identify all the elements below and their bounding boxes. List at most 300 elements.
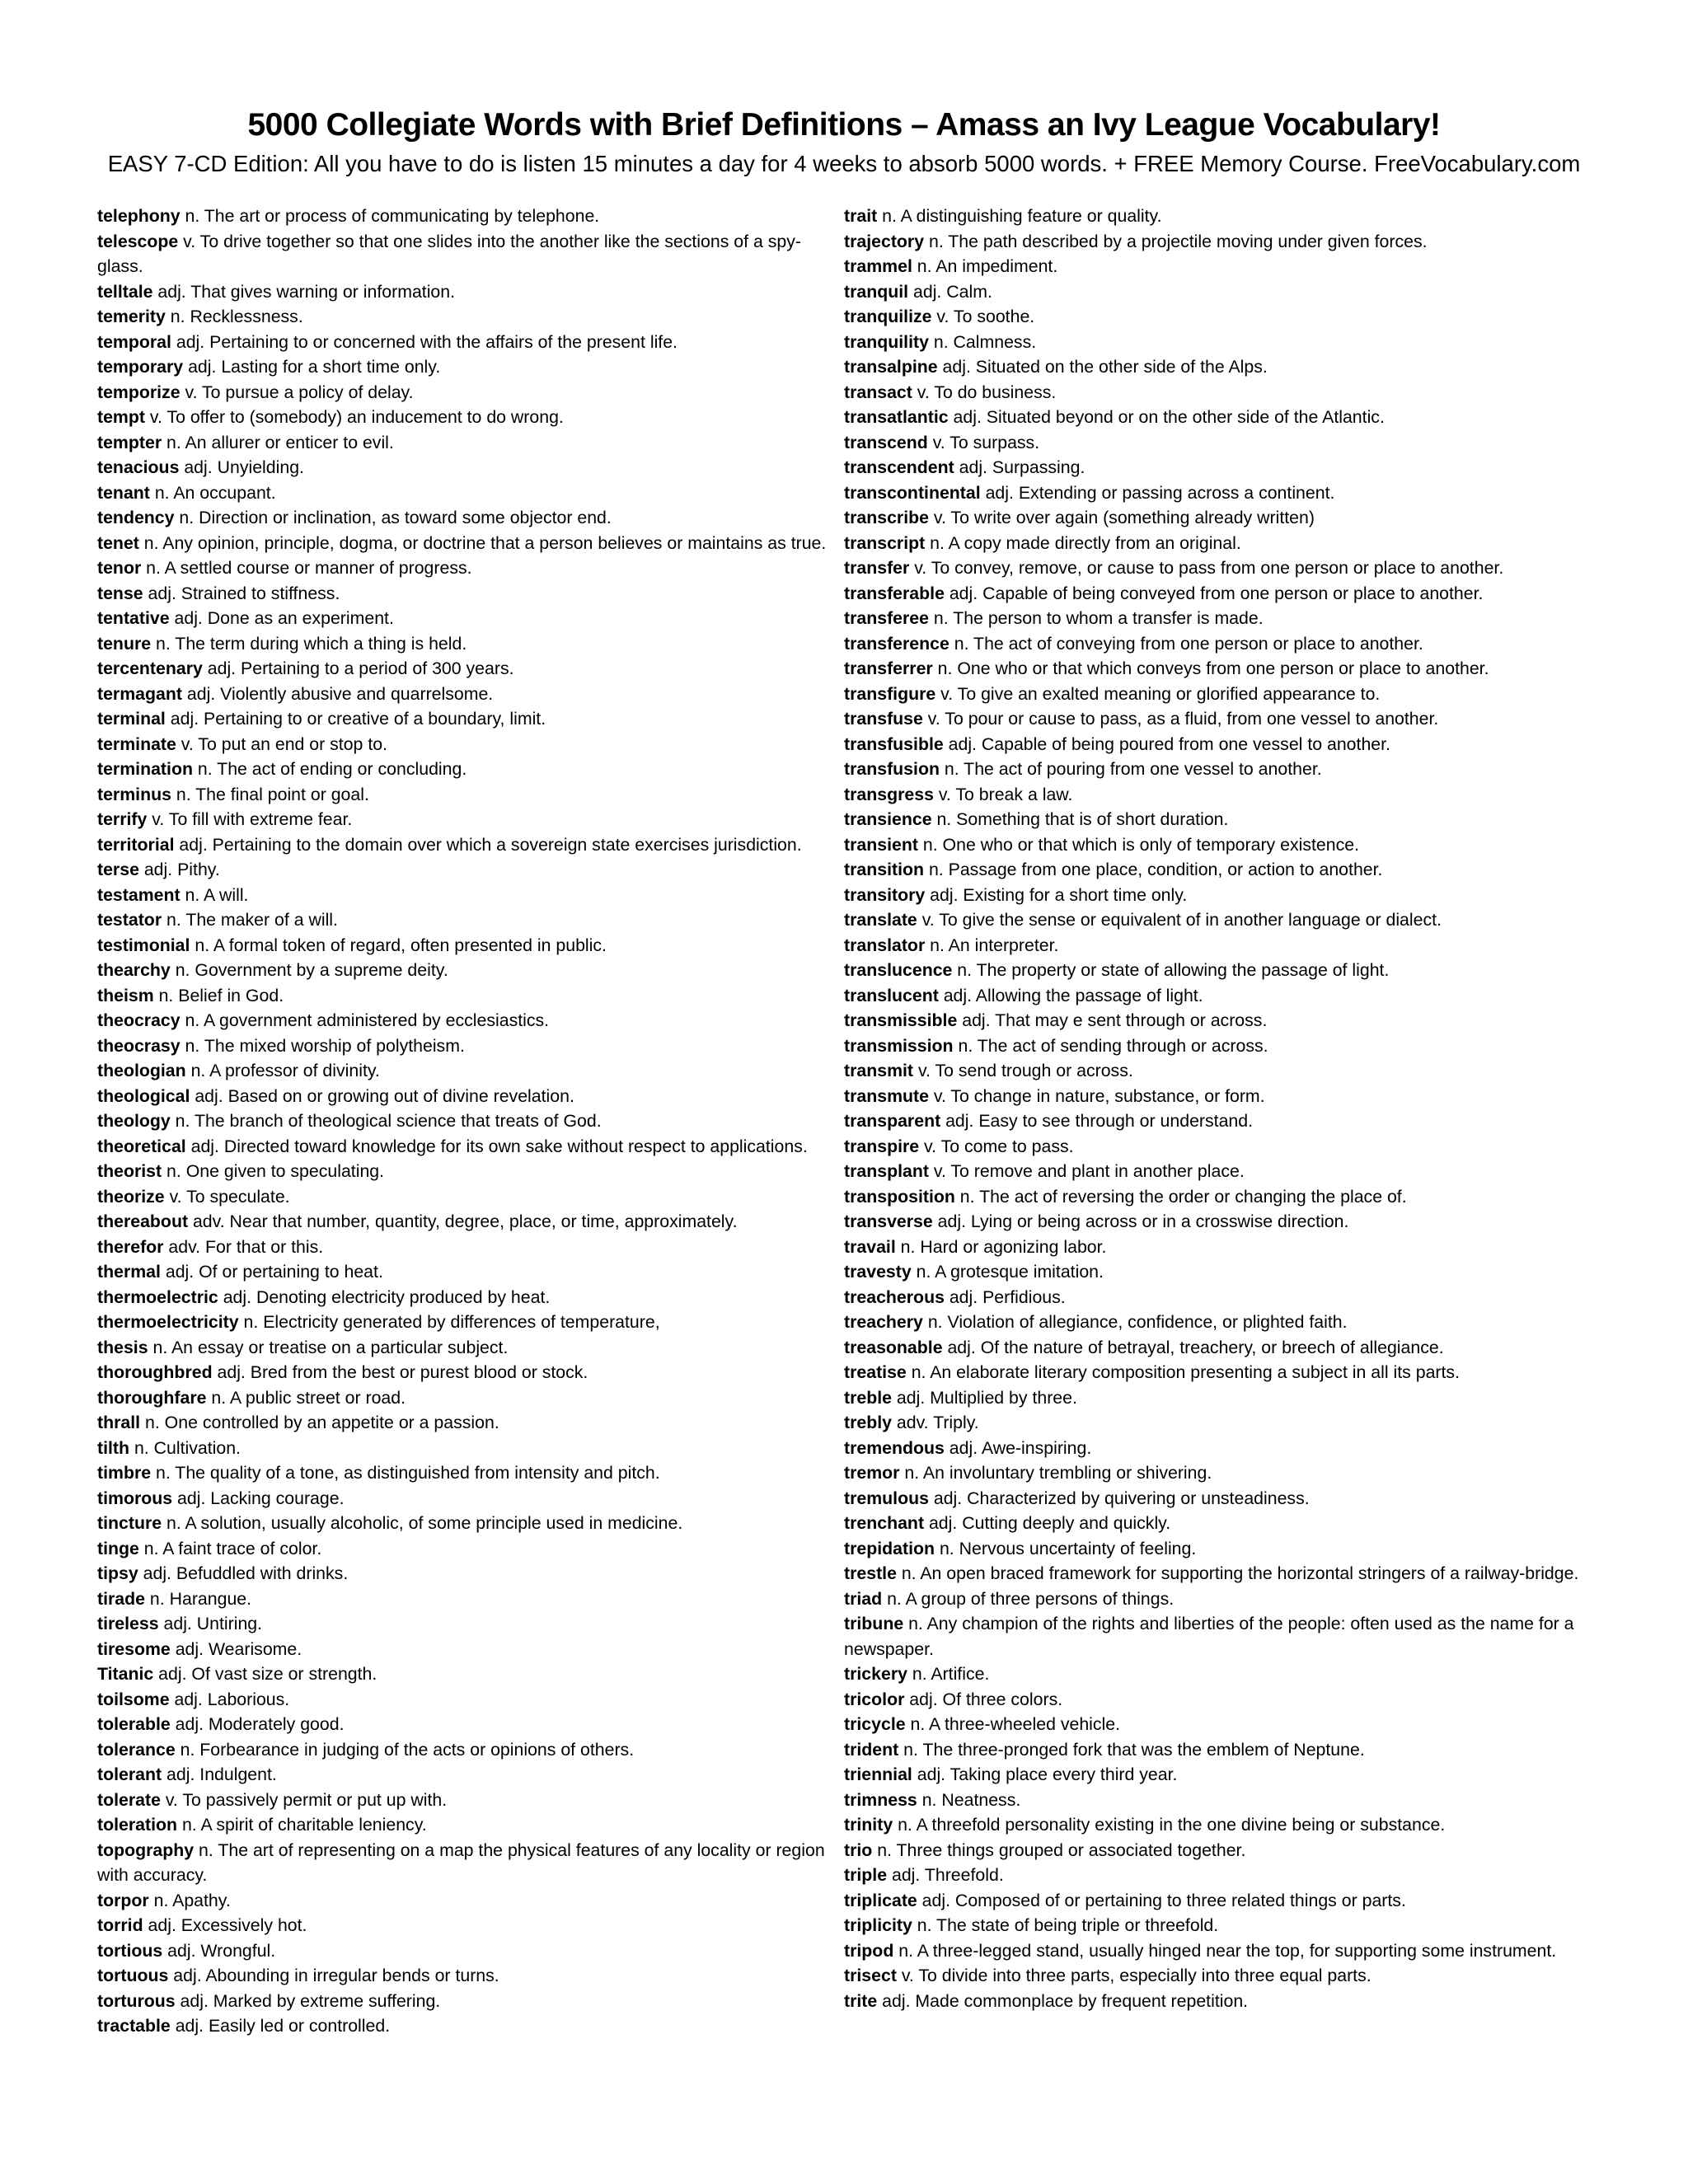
entry-definition: n. A public street or road. [206,1387,406,1408]
dictionary-entry [97,1486,832,1511]
entry-word: tricolor [844,1689,905,1709]
entry-word: tremor [844,1463,900,1483]
dictionary-entry [97,1788,832,1813]
entry-definition: n. Neatness. [917,1789,1021,1810]
entry-word: transitory [844,884,926,905]
entry-definition: n. Direction or inclination, as toward some objector end. [174,508,612,527]
entry-word: topography [97,1840,195,1860]
entry-definition: v. To divide into three parts, especially into three equal parts. [896,1966,1372,1985]
entry-definition: adj. Befuddled with drinks. [138,1563,349,1583]
entry-definition: adj. Excessively hot. [143,1915,307,1935]
dictionary-entry [844,555,1579,581]
entry-word: treachery [844,1312,923,1332]
entry-definition: adj. Made commonplace by frequent repetition. [877,1990,1249,2011]
entry-word: tortuous [97,1966,169,1985]
entry-definition: n. The branch of theological science that treats of God. [170,1111,602,1131]
dictionary-entry [97,1310,832,1335]
entry-word: tolerate [97,1789,161,1810]
entry-definition: n. A distinguishing feature or quality. [877,206,1162,226]
entry-definition: adj. Indulgent. [162,1765,277,1784]
entry-word: triad [844,1588,883,1609]
entry-word: thereabout [97,1212,189,1231]
dictionary-entry [97,229,832,279]
entry-word: translucent [844,985,939,1005]
entry-word: transference [844,633,950,654]
entry-word: transposition [844,1186,955,1207]
entry-definition: n. The art or process of communicating by telephone. [180,206,600,226]
entry-definition: adj. Directed toward knowledge for its own sake without respect to applications. [185,1136,808,1156]
dictionary-entry [844,354,1579,380]
entry-definition: n. A copy made directly from an original. [925,532,1241,553]
dictionary-entry [97,1661,832,1687]
entry-definition: v. To speculate. [164,1186,290,1207]
entry-definition: n. The term during which a thing is held. [151,633,467,654]
dictionary-entry [844,1084,1579,1109]
dictionary-entry [97,1460,832,1486]
entry-word: terminus [97,784,171,804]
page-subtitle: EASY 7-CD Edition: All you have to do is listen 15 minutes a day for 4 weeks to absorb 5000 words. + FREE Memory Course. FreeVocabulary.com [107,151,1581,176]
entry-definition: v. To passively permit or put up with. [160,1789,448,1810]
entry-word: trebly [844,1413,892,1432]
entry-word: tractable [97,2016,171,2036]
entry-word: travesty [844,1262,912,1282]
entry-word: termagant [97,683,182,704]
entry-word: tolerance [97,1739,176,1760]
entry-definition: n. One given to speculating. [162,1161,385,1181]
dictionary-entry [97,1963,832,1989]
dictionary-entry [844,606,1579,631]
entry-definition: v. To give the sense or equivalent of in another language or dialect. [917,910,1442,930]
entry-definition: v. To give an exalted meaning or glorified appearance to. [935,683,1381,704]
entry-word: tranquil [844,281,909,302]
entry-word: treasonable [844,1337,943,1357]
entry-word: transferable [844,583,945,603]
entry-word: theology [97,1111,171,1131]
entry-word: transfigure [844,683,936,704]
dictionary-entry [844,782,1579,808]
entry-word: transmit [844,1061,914,1080]
dictionary-entry [844,907,1579,933]
entry-word: testimonial [97,935,190,955]
entry-word: testament [97,884,181,905]
entry-word: tricycle [844,1714,906,1734]
entry-definition: n. A formal token of regard, often presented in public. [190,935,607,955]
entry-definition: adj. Wrongful. [162,1940,276,1961]
entry-definition: adj. Capable of being conveyed from one person or place to another. [944,583,1484,603]
entry-definition: n. A group of three persons of things. [882,1588,1175,1609]
entry-definition: v. To offer to (somebody) an inducement to do wrong. [144,407,564,427]
entry-definition: adj. Multiplied by three. [892,1387,1077,1408]
entry-definition: adj. That may e sent through or across. [957,1010,1268,1030]
entry-word: thearchy [97,960,171,980]
dictionary-entry [844,1460,1579,1486]
entry-word: trimness [844,1789,917,1810]
dictionary-entry [844,1285,1579,1310]
dictionary-entry [97,204,832,229]
left-column [97,204,832,2039]
right-column [844,204,1579,2013]
dictionary-entry [97,304,832,330]
entry-definition: v. To send trough or across. [913,1061,1133,1080]
dictionary-entry [844,581,1579,607]
dictionary-entry [97,1259,832,1285]
dictionary-entry [97,1712,832,1737]
entry-definition: adj. Pertaining to or concerned with the affairs of the present life. [171,331,678,352]
entry-definition: n. A grotesque imitation. [911,1262,1104,1282]
entry-definition: v. To surpass. [927,432,1040,452]
entry-definition: adj. Abounding in irregular bends or turns. [168,1966,499,1985]
dictionary-entry [844,304,1579,330]
dictionary-entry [97,1536,832,1562]
entry-definition: n. An open braced framework for supporting the horizontal stringers of a railway-bridge. [896,1563,1579,1583]
page-title: 5000 Collegiate Words with Brief Definitions – Amass an Ivy League Vocabulary! [247,107,1441,143]
dictionary-entry [97,857,832,883]
dictionary-entry [97,279,832,305]
dictionary-entry [97,1360,832,1385]
dictionary-entry [844,505,1579,531]
dictionary-entry [844,1436,1579,1461]
dictionary-entry [97,832,832,858]
dictionary-entry [844,1058,1579,1084]
dictionary-entry [844,279,1579,305]
dictionary-entry [844,1611,1579,1661]
entry-word: transverse [844,1212,933,1231]
dictionary-entry [97,807,832,832]
entry-definition: n. A solution, usually alcoholic, of some principle used in medicine. [162,1513,683,1533]
entry-definition: v. To do business. [912,382,1057,402]
dictionary-entry [97,1285,832,1310]
entry-definition: n. The state of being triple or threefold. [912,1915,1219,1935]
entry-word: tranquility [844,331,929,352]
entry-definition: adj. Of or pertaining to heat. [160,1262,383,1282]
entry-definition: n. One who or that which is only of temporary existence. [917,834,1359,855]
entry-word: trisect [844,1966,897,1985]
entry-word: triple [844,1865,888,1885]
entry-word: theism [97,985,154,1005]
entry-definition: adj. Marked by extreme suffering. [175,1990,441,2011]
entry-definition: adj. Situated beyond or on the other side of the Atlantic. [948,407,1385,427]
dictionary-entry [97,682,832,707]
entry-definition: n. An interpreter. [925,935,1059,955]
entry-definition: v. To break a law. [933,784,1073,804]
entry-definition: n. A settled course or manner of progress. [141,558,472,578]
entry-definition: n. The three-pronged fork that was the emblem of Neptune. [898,1739,1365,1760]
entry-definition: n. An occupant. [149,482,276,503]
entry-word: thoroughfare [97,1387,207,1408]
dictionary-entry [844,1335,1579,1361]
entry-definition: n. A threefold personality existing in the one divine being or substance. [893,1815,1446,1835]
entry-definition: n. The act of sending through or across. [953,1035,1268,1056]
entry-word: triplicate [844,1890,917,1910]
entry-word: trammel [844,256,912,276]
dictionary-entry [97,1033,832,1059]
entry-definition: n. The act of reversing the order or changing the place of. [954,1186,1407,1207]
entry-word: torrid [97,1915,143,1935]
dictionary-entry [844,807,1579,832]
entry-word: theocracy [97,1010,181,1030]
entry-definition: v. To put an end or stop to. [176,733,387,754]
entry-definition: n. The person to whom a transfer is made. [929,608,1264,628]
dictionary-entry [844,1159,1579,1184]
entry-word: temporary [97,357,184,377]
entry-word: transcend [844,432,928,452]
entry-word: transience [844,809,932,829]
dictionary-entry [97,430,832,456]
entry-definition: n. The final point or goal. [171,784,369,804]
entry-definition: v. To soothe. [931,307,1035,326]
entry-word: therefor [97,1236,164,1257]
entry-definition: n. Calmness. [928,331,1037,352]
entry-word: transferrer [844,658,933,678]
entry-word: thermal [97,1262,161,1282]
entry-word: theorist [97,1161,162,1181]
entry-definition: adj. Surpassing. [954,457,1085,477]
dictionary-entry [844,430,1579,456]
entry-definition: n. The act of ending or concluding. [192,759,467,779]
dictionary-entry [844,1235,1579,1260]
entry-word: transalpine [844,357,938,377]
entry-definition: v. To drive together so that one slides into the another like the sections of a spy-glass. [97,231,801,276]
dictionary-entry [97,732,832,757]
dictionary-entry [97,907,832,933]
dictionary-entry [844,1712,1579,1737]
dictionary-entry [97,1561,832,1586]
dictionary-entry [844,1008,1579,1033]
entry-definition: adj. Based on or growing out of divine revelation. [190,1085,574,1106]
dictionary-entry [97,1235,832,1260]
dictionary-entry [97,706,832,732]
dictionary-entry [97,656,832,682]
entry-word: tendency [97,508,175,527]
entry-word: terrify [97,809,148,829]
entry-word: treacherous [844,1286,945,1307]
entry-definition: adj. Moderately good. [170,1714,345,1734]
dictionary-entry [844,1863,1579,1888]
entry-word: tentative [97,608,170,628]
entry-definition: adj. Of vast size or strength. [153,1664,377,1684]
entry-definition: adj. Pithy. [138,860,220,879]
entry-word: transmute [844,1085,929,1106]
dictionary-entry [844,682,1579,707]
entry-word: toilsome [97,1689,170,1709]
entry-definition: v. To write over again (something already written) [928,508,1315,527]
entry-definition: adj. Pertaining to or creative of a boundary, limit. [165,709,546,729]
entry-definition: n. The act of conveying from one person or place to another. [949,633,1423,654]
page-header [0,105,1688,180]
entry-definition: n. Electricity generated by differences of temperature, [238,1312,660,1332]
entry-word: tipsy [97,1563,138,1583]
entry-definition: adj. Situated on the other side of the Alps. [937,357,1268,377]
dictionary-entry [97,1134,832,1160]
entry-word: trident [844,1739,899,1760]
entry-definition: n. Recklessness. [165,307,303,326]
entry-definition: adj. Existing for a short time only. [925,884,1188,905]
entry-word: tenure [97,633,152,654]
dictionary-entry [844,1788,1579,1813]
entry-definition: n. A three-wheeled vehicle. [905,1714,1121,1734]
entry-definition: adj. Violently abusive and quarrelsome. [181,683,494,704]
entry-definition: n. Forbearance in judging of the acts or opinions of others. [175,1739,635,1760]
entry-word: tenant [97,482,150,503]
entry-definition: adj. Denoting electricity produced by heat. [218,1286,551,1307]
entry-definition: adj. Threefold. [887,1865,1004,1885]
entry-definition: adj. Perfidious. [944,1286,1066,1307]
entry-definition: adj. Strained to stiffness. [143,583,340,603]
dictionary-entry [844,1561,1579,1586]
dictionary-entry [844,1108,1579,1134]
entry-word: transition [844,860,925,879]
dictionary-entry [97,581,832,607]
entry-definition: n. An allurer or enticer to evil. [162,432,394,452]
entry-definition: v. To pursue a policy of delay. [180,382,414,402]
entry-word: temporal [97,331,171,352]
dictionary-entry [844,1033,1579,1059]
entry-word: tenet [97,532,139,553]
dictionary-entry [844,1410,1579,1436]
dictionary-entry [97,1611,832,1637]
dictionary-entry [97,1335,832,1361]
dictionary-entry [844,1812,1579,1838]
entry-word: timorous [97,1488,173,1508]
entry-word: tiresome [97,1638,171,1659]
dictionary-entry [844,1536,1579,1562]
entry-definition: adj. Composed of or pertaining to three related things or parts. [917,1890,1406,1910]
dictionary-entry [97,405,832,430]
entry-word: tolerable [97,1714,171,1734]
dictionary-entry [844,1762,1579,1788]
entry-definition: adj. Bred from the best or purest blood or stock. [212,1362,588,1382]
entry-word: thermoelectricity [97,1312,239,1332]
entry-definition: n. An impediment. [912,256,1058,276]
dictionary-entry [844,1184,1579,1210]
dictionary-entry [97,1108,832,1134]
entry-definition: adj. Laborious. [169,1689,290,1709]
entry-word: transcendent [844,457,954,477]
entry-word: telltale [97,281,153,302]
entry-word: tenacious [97,457,180,477]
dictionary-entry [844,1661,1579,1687]
entry-definition: v. To convey, remove, or cause to pass from one person or place to another. [909,558,1504,578]
dictionary-entry [97,782,832,808]
entry-definition: n. Cultivation. [129,1437,241,1458]
entry-definition: v. To pour or cause to pass, as a fluid, from one vessel to another. [922,709,1439,729]
dictionary-entry [97,1737,832,1763]
dictionary-entry [97,1436,832,1461]
entry-word: transatlantic [844,407,949,427]
entry-word: trite [844,1990,878,2011]
dictionary-entry [844,1737,1579,1763]
entry-word: torturous [97,1990,176,2011]
entry-definition: adv. For that or this. [163,1236,324,1257]
entry-definition: n. Harangue. [145,1588,252,1609]
entry-word: thermoelectric [97,1286,218,1307]
entry-definition: adj. Easily led or controlled. [170,2016,391,2036]
entry-definition: n. The property or state of allowing the passage of light. [952,960,1390,980]
entry-definition: n. A government administered by ecclesiastics. [180,1010,550,1030]
entry-definition: n. Government by a supreme deity. [170,960,448,980]
dictionary-entry [844,455,1579,480]
entry-word: tenor [97,558,142,578]
entry-word: transcript [844,532,926,553]
entry-word: triplicity [844,1915,912,1935]
dictionary-entry [844,1888,1579,1914]
entry-definition: n. A will. [180,884,249,905]
entry-definition: n. Artifice. [907,1664,990,1684]
dictionary-entry [97,933,832,958]
entry-word: treble [844,1387,892,1408]
entry-word: terminal [97,709,166,729]
dictionary-entry [97,455,832,480]
entry-definition: adj. Allowing the passage of light. [938,985,1203,1005]
entry-word: triennial [844,1765,912,1784]
entry-definition: n. Any champion of the rights and liberties of the people: often used as the name for a newspaper. [844,1614,1574,1659]
entry-definition: adj. Taking place every third year. [912,1765,1178,1784]
dictionary-entry [97,983,832,1009]
dictionary-entry [97,1637,832,1662]
entry-word: tercentenary [97,658,203,678]
dictionary-entry [97,958,832,983]
entry-word: trajectory [844,231,925,251]
entry-definition: adj. Unyielding. [179,457,304,477]
dictionary-entry [844,706,1579,732]
dictionary-entry [97,1762,832,1788]
entry-word: tense [97,583,143,603]
entry-word: trepidation [844,1538,935,1558]
entry-definition: n. A three-legged stand, usually hinged near the top, for supporting some instrument. [893,1940,1557,1961]
entry-definition: adj. Lasting for a short time only. [183,357,441,377]
entry-word: tremulous [844,1488,929,1508]
dictionary-entry [97,380,832,405]
entry-definition: adj. Of three colors. [904,1689,1063,1709]
entry-definition: n. The quality of a tone, as distinguished from intensity and pitch. [151,1463,660,1483]
entry-word: theoretical [97,1136,186,1156]
dictionary-entry [844,1360,1579,1385]
entry-word: theologian [97,1061,186,1080]
entry-definition: n. An essay or treatise on a particular subject. [148,1337,509,1357]
entry-definition: adv. Triply. [892,1413,979,1432]
entry-definition: n. Something that is of short duration. [931,809,1229,829]
dictionary-entry [844,1938,1579,1964]
entry-definition: n. An elaborate literary composition presenting a subject in all its parts. [906,1362,1460,1382]
entry-word: tribune [844,1614,904,1633]
dictionary-entry [844,958,1579,983]
dictionary-entry [844,1687,1579,1713]
entry-word: transcribe [844,508,929,527]
entry-definition: adj. Untiring. [158,1614,263,1633]
entry-definition: adv. Near that number, quantity, degree, place, or time, approximately. [188,1212,738,1231]
entry-word: tempter [97,432,162,452]
dictionary-entry [844,254,1579,279]
dictionary-entry [844,380,1579,405]
dictionary-entry [97,480,832,506]
entry-word: temporize [97,382,181,402]
entry-word: thesis [97,1337,148,1357]
entry-word: theological [97,1085,190,1106]
dictionary-entry [844,983,1579,1009]
dictionary-entry [844,1989,1579,2014]
dictionary-entry [97,1209,832,1235]
entry-word: tirade [97,1588,145,1609]
dictionary-entry [97,883,832,908]
dictionary-entry [844,1310,1579,1335]
dictionary-entry [97,606,832,631]
entry-definition: adj. Pertaining to the domain over which a sovereign state exercises jurisdiction. [174,834,802,855]
entry-definition: adj. Characterized by quivering or unsteadiness. [928,1488,1310,1508]
entry-definition: adj. Lacking courage. [172,1488,345,1508]
entry-word: testator [97,910,162,930]
entry-definition: n. Apathy. [148,1890,231,1910]
dictionary-entry [844,933,1579,958]
